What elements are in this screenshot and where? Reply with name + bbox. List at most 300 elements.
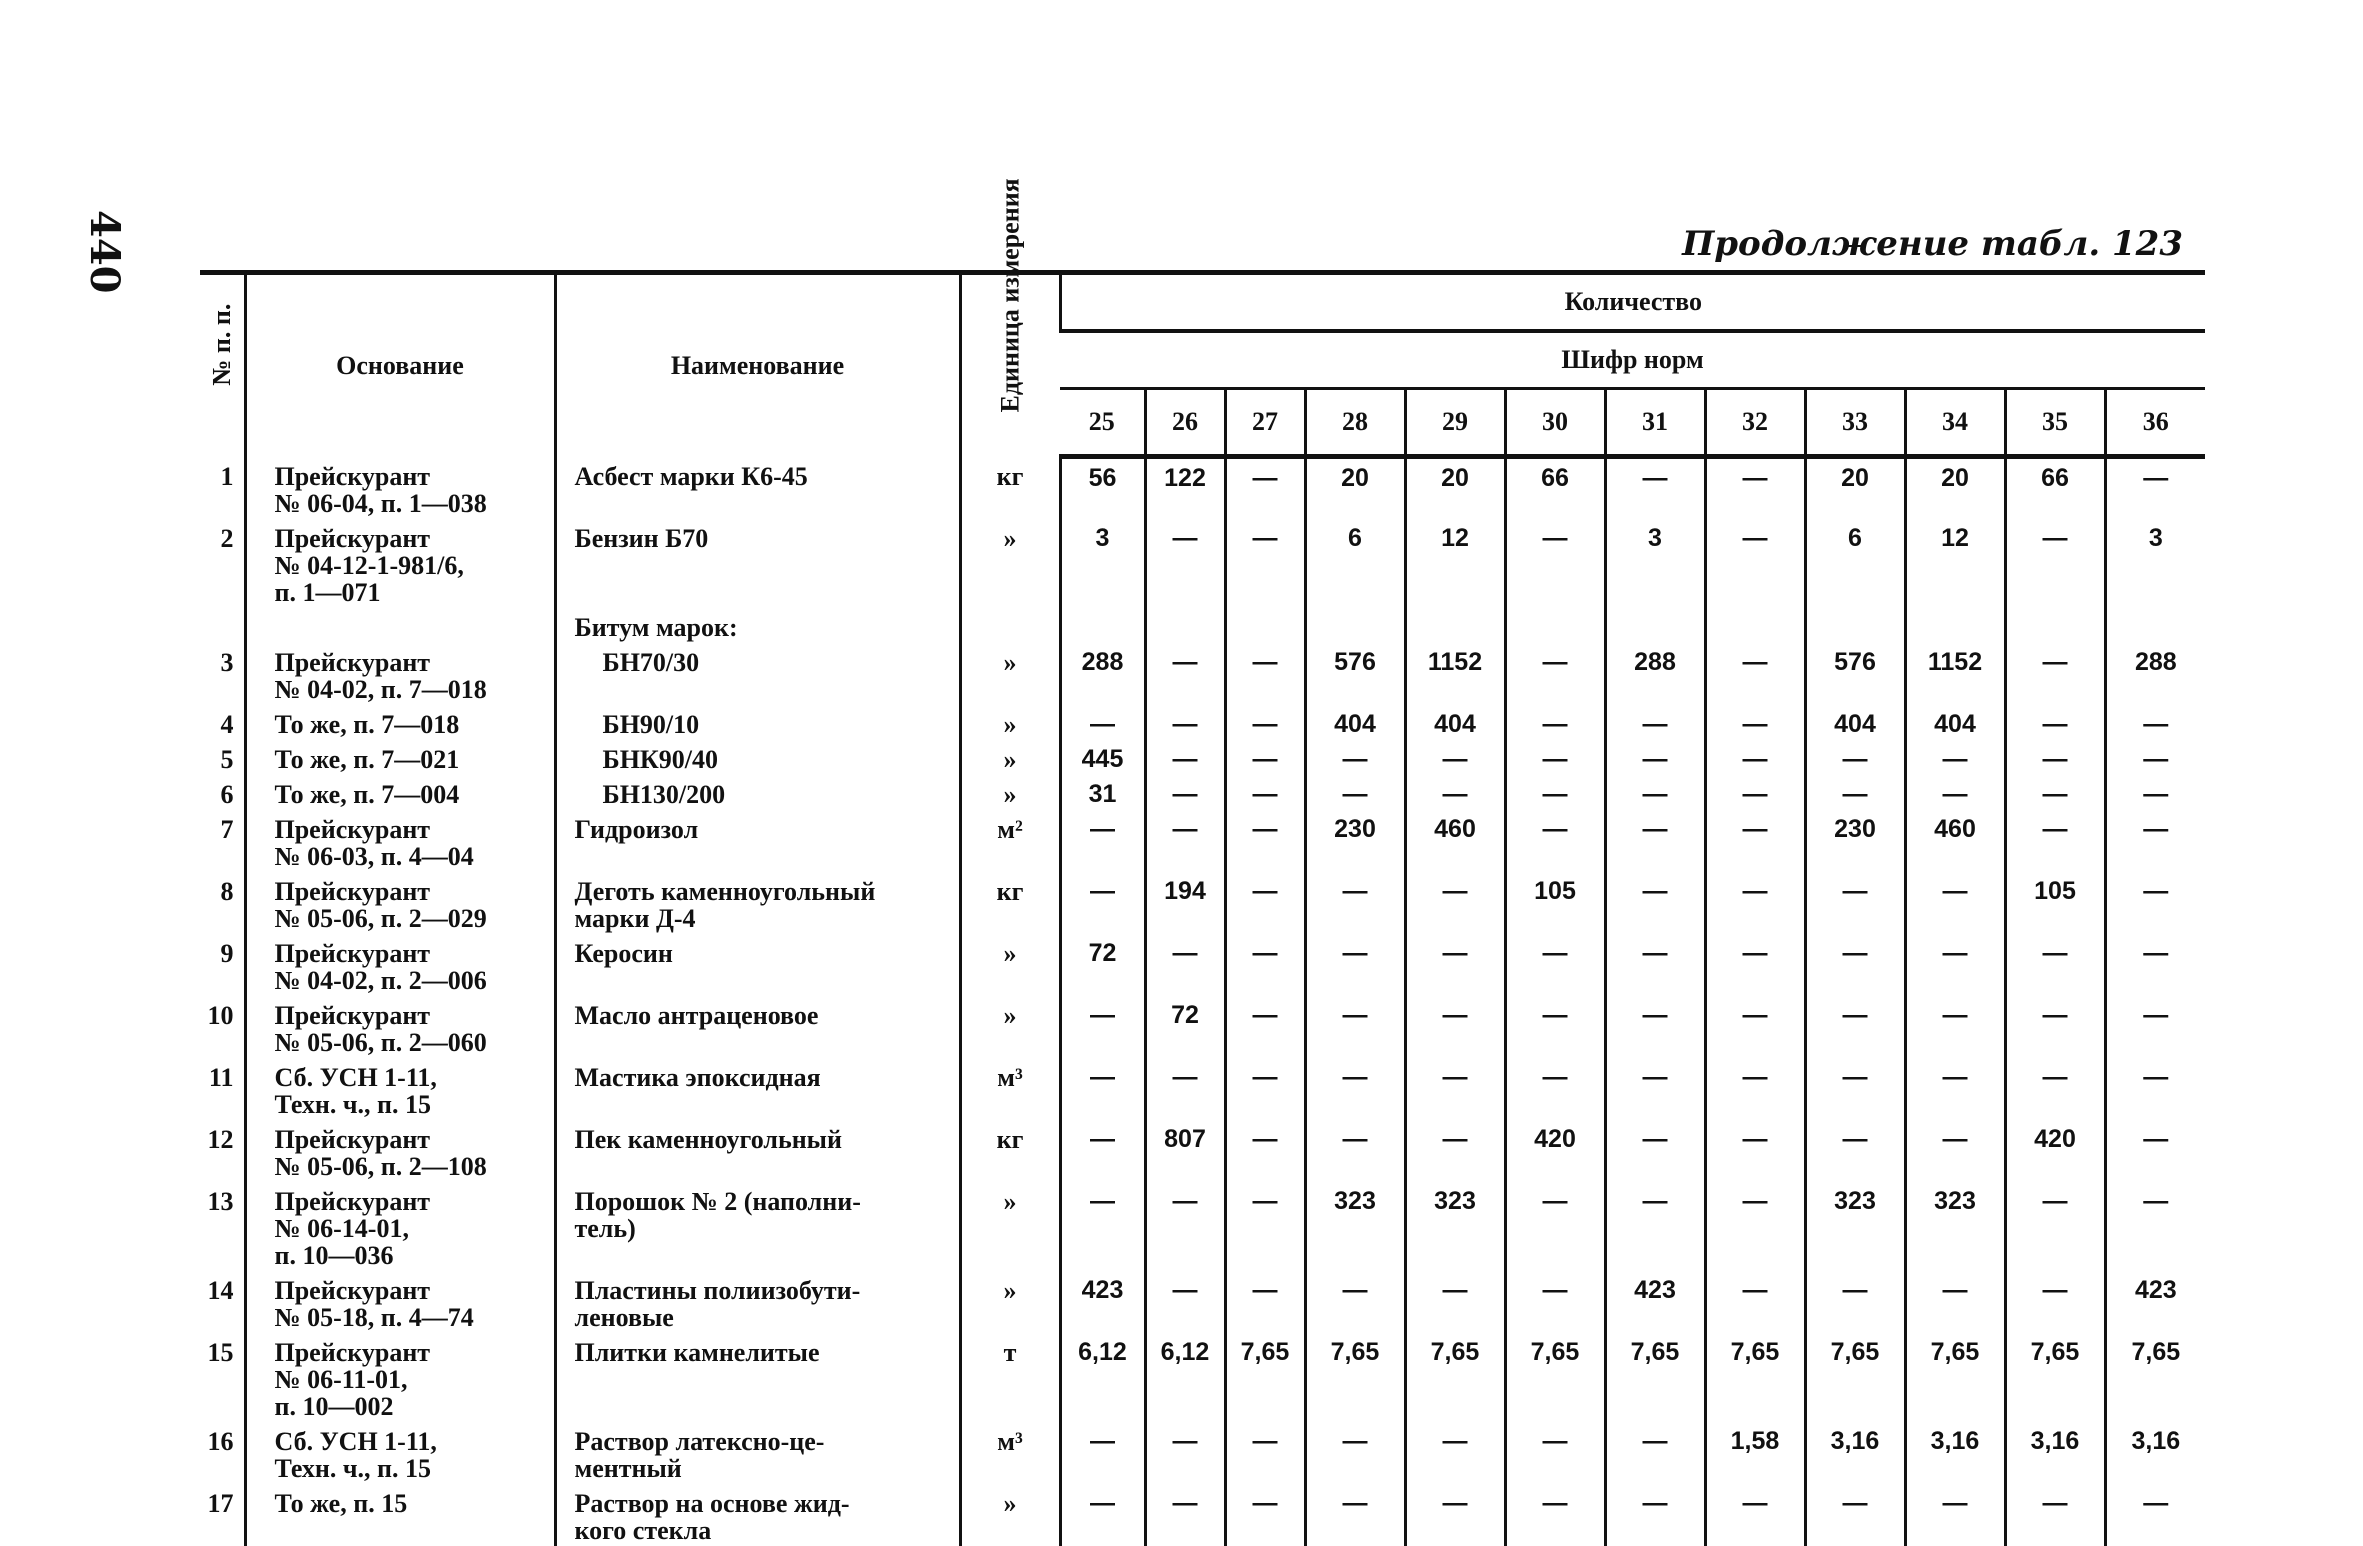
row-value-30: — <box>1505 1182 1605 1271</box>
row-value-36: — <box>2105 1182 2205 1271</box>
row-number: 12 <box>207 1124 234 1154</box>
row-value-35: — <box>2005 996 2105 1058</box>
header-num: № п. п. <box>200 273 245 457</box>
empty-cell <box>200 608 245 643</box>
row-value-31: — <box>1605 740 1705 775</box>
row-value-29: — <box>1405 1271 1505 1333</box>
header-code-29: 29 <box>1405 389 1505 457</box>
table-row <box>200 1333 2205 1422</box>
table-row <box>200 996 2205 1058</box>
row-value-32: — <box>1705 1484 1805 1546</box>
table-row <box>200 740 2205 775</box>
row-number: 16 <box>207 1426 234 1456</box>
row-value-35: — <box>2005 1271 2105 1333</box>
table-row <box>200 775 2205 810</box>
row-unit: т <box>960 1333 1060 1422</box>
row-value-28: 230 <box>1305 810 1405 872</box>
row-basis: Сб. УСН 1-11, Техн. ч., п. 15 <box>245 1058 555 1120</box>
row-value-28: — <box>1305 1422 1405 1484</box>
row-value-27: — <box>1225 1422 1305 1484</box>
row-value-25: — <box>1060 810 1145 872</box>
row-value-25: 445 <box>1060 740 1145 775</box>
row-value-35: — <box>2005 934 2105 996</box>
row-value-31: — <box>1605 1422 1705 1484</box>
row-value-32: — <box>1705 643 1805 705</box>
table-row <box>200 1182 2205 1271</box>
page-number: 440 <box>81 210 128 294</box>
row-value-29: — <box>1405 1120 1505 1182</box>
row-name: Деготь каменноугольный марки Д-4 <box>555 872 960 934</box>
row-value-27: — <box>1225 705 1305 740</box>
row-value-26: 807 <box>1145 1120 1225 1182</box>
table-row <box>200 705 2205 740</box>
row-value-35: 7,65 <box>2005 1333 2105 1422</box>
row-value-32: 7,65 <box>1705 1333 1805 1422</box>
row-value-35: 3,16 <box>2005 1422 2105 1484</box>
row-value-36: 288 <box>2105 643 2205 705</box>
row-value-28: — <box>1305 872 1405 934</box>
row-value-34: 20 <box>1905 457 2005 519</box>
row-value-34: — <box>1905 740 2005 775</box>
row-value-30: — <box>1505 934 1605 996</box>
row-value-32: — <box>1705 775 1805 810</box>
row-name: Пластины полиизобути- леновые <box>555 1271 960 1333</box>
empty-cell <box>245 608 555 643</box>
row-value-26: — <box>1145 934 1225 996</box>
row-value-30: — <box>1505 643 1605 705</box>
empty-cell <box>1405 608 1505 643</box>
row-basis: Прейскурант № 06-11-01, п. 10—002 <box>245 1333 555 1422</box>
row-name: Пек каменноугольный <box>555 1120 960 1182</box>
row-value-33: 230 <box>1805 810 1905 872</box>
row-value-30: — <box>1505 810 1605 872</box>
row-value-32: — <box>1705 1120 1805 1182</box>
row-unit: » <box>960 996 1060 1058</box>
row-value-31: — <box>1605 1120 1705 1182</box>
empty-cell <box>1305 608 1405 643</box>
row-value-27: — <box>1225 872 1305 934</box>
row-value-28: — <box>1305 1484 1405 1546</box>
row-value-32: — <box>1705 457 1805 519</box>
row-value-32: 1,58 <box>1705 1422 1805 1484</box>
row-value-35: — <box>2005 1182 2105 1271</box>
table-row <box>200 810 2205 872</box>
row-value-33: 6 <box>1805 519 1905 608</box>
row-value-31: 3 <box>1605 519 1705 608</box>
row-value-35: — <box>2005 705 2105 740</box>
row-number: 1 <box>220 461 234 491</box>
table-row <box>200 1058 2205 1120</box>
row-value-34: — <box>1905 934 2005 996</box>
row-value-27: — <box>1225 1120 1305 1182</box>
row-value-31: — <box>1605 872 1705 934</box>
row-value-33: 576 <box>1805 643 1905 705</box>
row-value-25: 6,12 <box>1060 1333 1145 1422</box>
empty-cell <box>1225 608 1305 643</box>
table-row <box>200 1120 2205 1182</box>
row-name: Бензин Б70 <box>555 519 960 608</box>
row-value-25: — <box>1060 1120 1145 1182</box>
group-row <box>200 608 2205 643</box>
row-value-34: 1152 <box>1905 643 2005 705</box>
empty-cell <box>1805 608 1905 643</box>
row-value-25: — <box>1060 1058 1145 1120</box>
empty-cell <box>1705 608 1805 643</box>
row-value-31: — <box>1605 810 1705 872</box>
empty-cell <box>960 608 1060 643</box>
row-value-35: — <box>2005 519 2105 608</box>
row-value-34: — <box>1905 996 2005 1058</box>
row-value-33: — <box>1805 1484 1905 1546</box>
row-value-32: — <box>1705 872 1805 934</box>
header-codes-label: Шифр норм <box>1060 331 2205 389</box>
row-value-26: — <box>1145 775 1225 810</box>
row-value-30: — <box>1505 996 1605 1058</box>
row-value-29: — <box>1405 740 1505 775</box>
row-value-35: 105 <box>2005 872 2105 934</box>
row-value-35: — <box>2005 810 2105 872</box>
row-name: Керосин <box>555 934 960 996</box>
row-value-34: 404 <box>1905 705 2005 740</box>
row-value-30: — <box>1505 1422 1605 1484</box>
row-value-28: — <box>1305 1120 1405 1182</box>
row-name: Асбест марки К6-45 <box>555 457 960 519</box>
row-value-33: 323 <box>1805 1182 1905 1271</box>
row-value-25: — <box>1060 996 1145 1058</box>
row-value-28: — <box>1305 1058 1405 1120</box>
row-value-32: — <box>1705 740 1805 775</box>
row-basis: Прейскурант № 06-03, п. 4—04 <box>245 810 555 872</box>
row-number: 4 <box>220 709 234 739</box>
row-value-25: 72 <box>1060 934 1145 996</box>
row-unit: м³ <box>960 1058 1060 1120</box>
header-code-30: 30 <box>1505 389 1605 457</box>
row-value-33: — <box>1805 740 1905 775</box>
row-value-30: — <box>1505 519 1605 608</box>
row-value-36: — <box>2105 1120 2205 1182</box>
row-value-29: 20 <box>1405 457 1505 519</box>
row-value-34: 460 <box>1905 810 2005 872</box>
row-value-29: 7,65 <box>1405 1333 1505 1422</box>
row-value-30: — <box>1505 775 1605 810</box>
table-caption: Продолжение табл. 123 <box>1682 224 2183 264</box>
row-value-25: 423 <box>1060 1271 1145 1333</box>
row-basis: Прейскурант № 06-04, п. 1—038 <box>245 457 555 519</box>
row-name: БН130/200 <box>555 775 960 810</box>
header-basis: Основание <box>245 273 555 457</box>
row-value-34: — <box>1905 1120 2005 1182</box>
row-unit: » <box>960 1484 1060 1546</box>
row-value-36: — <box>2105 810 2205 872</box>
row-value-34: — <box>1905 1484 2005 1546</box>
row-value-25: — <box>1060 872 1145 934</box>
row-unit: кг <box>960 872 1060 934</box>
row-value-25: — <box>1060 1484 1145 1546</box>
header-code-25: 25 <box>1060 389 1145 457</box>
row-value-29: — <box>1405 996 1505 1058</box>
row-value-31: — <box>1605 1058 1705 1120</box>
row-value-34: — <box>1905 775 2005 810</box>
row-value-28: 6 <box>1305 519 1405 608</box>
row-value-28: 576 <box>1305 643 1405 705</box>
row-number: 11 <box>208 1062 234 1092</box>
row-value-26: — <box>1145 1271 1225 1333</box>
row-name: Плитки камнелитые <box>555 1333 960 1422</box>
row-basis: То же, п. 7—004 <box>245 775 555 810</box>
row-value-30: — <box>1505 1484 1605 1546</box>
row-value-28: — <box>1305 934 1405 996</box>
group-label: Битум марок: <box>555 608 960 643</box>
row-name: Гидроизол <box>555 810 960 872</box>
row-value-34: — <box>1905 1271 2005 1333</box>
header-code-34: 34 <box>1905 389 2005 457</box>
row-value-27: — <box>1225 519 1305 608</box>
row-value-26: — <box>1145 519 1225 608</box>
row-value-36: — <box>2105 934 2205 996</box>
row-value-35: — <box>2005 1484 2105 1546</box>
row-value-29: — <box>1405 1422 1505 1484</box>
row-value-32: — <box>1705 519 1805 608</box>
row-value-25: 3 <box>1060 519 1145 608</box>
row-value-36: 423 <box>2105 1271 2205 1333</box>
row-value-29: — <box>1405 872 1505 934</box>
row-value-27: — <box>1225 775 1305 810</box>
row-value-36: — <box>2105 872 2205 934</box>
table-row <box>200 1484 2205 1546</box>
row-name: Масло антраценовое <box>555 996 960 1058</box>
header-code-28: 28 <box>1305 389 1405 457</box>
row-value-36: — <box>2105 1484 2205 1546</box>
row-value-33: — <box>1805 775 1905 810</box>
row-value-31: — <box>1605 996 1705 1058</box>
row-value-29: 323 <box>1405 1182 1505 1271</box>
row-value-25: — <box>1060 1182 1145 1271</box>
row-value-28: — <box>1305 1271 1405 1333</box>
empty-cell <box>2105 608 2205 643</box>
row-value-27: — <box>1225 1182 1305 1271</box>
row-value-30: — <box>1505 740 1605 775</box>
row-value-29: — <box>1405 934 1505 996</box>
row-value-26: 72 <box>1145 996 1225 1058</box>
row-value-33: 20 <box>1805 457 1905 519</box>
row-value-36: 7,65 <box>2105 1333 2205 1422</box>
row-value-30: — <box>1505 1271 1605 1333</box>
empty-cell <box>1145 608 1225 643</box>
row-unit: » <box>960 934 1060 996</box>
row-number: 14 <box>207 1275 234 1305</box>
row-value-35: — <box>2005 1058 2105 1120</box>
row-value-34: 12 <box>1905 519 2005 608</box>
row-basis: Прейскурант № 05-06, п. 2—029 <box>245 872 555 934</box>
row-value-26: 194 <box>1145 872 1225 934</box>
row-value-32: — <box>1705 810 1805 872</box>
row-value-26: — <box>1145 740 1225 775</box>
row-name: Раствор латексно-це- ментный <box>555 1422 960 1484</box>
row-value-26: 122 <box>1145 457 1225 519</box>
row-number: 15 <box>207 1337 234 1367</box>
row-value-29: 1152 <box>1405 643 1505 705</box>
row-value-36: — <box>2105 740 2205 775</box>
row-basis: Прейскурант № 04-02, п. 7—018 <box>245 643 555 705</box>
row-value-27: 7,65 <box>1225 1333 1305 1422</box>
empty-cell <box>1060 608 1145 643</box>
row-value-32: — <box>1705 1058 1805 1120</box>
row-unit: кг <box>960 457 1060 519</box>
table-row <box>200 872 2205 934</box>
row-value-30: 420 <box>1505 1120 1605 1182</box>
row-unit: » <box>960 1271 1060 1333</box>
row-value-33: 7,65 <box>1805 1333 1905 1422</box>
row-basis: То же, п. 7—021 <box>245 740 555 775</box>
row-value-25: 31 <box>1060 775 1145 810</box>
row-unit: » <box>960 643 1060 705</box>
row-basis: Прейскурант № 05-06, п. 2—060 <box>245 996 555 1058</box>
row-unit: » <box>960 1182 1060 1271</box>
header-unit: Единица измерения <box>960 273 1060 457</box>
row-value-34: 323 <box>1905 1182 2005 1271</box>
row-name: Мастика эпоксидная <box>555 1058 960 1120</box>
row-value-25: — <box>1060 1422 1145 1484</box>
row-number: 13 <box>207 1186 234 1216</box>
row-value-26: 6,12 <box>1145 1333 1225 1422</box>
row-value-27: — <box>1225 1271 1305 1333</box>
row-value-28: 7,65 <box>1305 1333 1405 1422</box>
row-basis: То же, п. 15 <box>245 1484 555 1546</box>
row-value-35: — <box>2005 740 2105 775</box>
header-code-36: 36 <box>2105 389 2205 457</box>
row-number: 5 <box>220 744 234 774</box>
row-basis: Прейскурант № 05-18, п. 4—74 <box>245 1271 555 1333</box>
row-value-31: 288 <box>1605 643 1705 705</box>
row-value-27: — <box>1225 1484 1305 1546</box>
row-value-35: — <box>2005 643 2105 705</box>
row-basis: То же, п. 7—018 <box>245 705 555 740</box>
row-value-26: — <box>1145 810 1225 872</box>
row-value-26: — <box>1145 1182 1225 1271</box>
row-value-30: — <box>1505 1058 1605 1120</box>
row-number: 8 <box>220 876 234 906</box>
row-value-30: 66 <box>1505 457 1605 519</box>
row-value-26: — <box>1145 705 1225 740</box>
row-unit: » <box>960 775 1060 810</box>
row-value-29: 404 <box>1405 705 1505 740</box>
row-unit: » <box>960 519 1060 608</box>
header-code-26: 26 <box>1145 389 1225 457</box>
row-value-31: — <box>1605 934 1705 996</box>
row-value-31: 7,65 <box>1605 1333 1705 1422</box>
row-value-26: — <box>1145 1484 1225 1546</box>
row-number: 2 <box>220 523 234 553</box>
row-value-28: 404 <box>1305 705 1405 740</box>
row-value-31: 423 <box>1605 1271 1705 1333</box>
row-value-29: 460 <box>1405 810 1505 872</box>
row-value-28: — <box>1305 775 1405 810</box>
row-value-27: — <box>1225 1058 1305 1120</box>
row-value-32: — <box>1705 934 1805 996</box>
row-name: Порошок № 2 (наполни- тель) <box>555 1182 960 1271</box>
table-row <box>200 1271 2205 1333</box>
row-value-34: — <box>1905 1058 2005 1120</box>
row-value-35: 66 <box>2005 457 2105 519</box>
row-value-34: — <box>1905 872 2005 934</box>
row-value-33: — <box>1805 872 1905 934</box>
row-value-31: — <box>1605 1182 1705 1271</box>
row-value-27: — <box>1225 934 1305 996</box>
row-basis: Прейскурант № 04-02, п. 2—006 <box>245 934 555 996</box>
row-value-30: — <box>1505 705 1605 740</box>
header-code-27: 27 <box>1225 389 1305 457</box>
row-value-32: — <box>1705 1271 1805 1333</box>
row-value-31: — <box>1605 457 1705 519</box>
header-code-31: 31 <box>1605 389 1705 457</box>
table-row <box>200 519 2205 608</box>
row-value-29: 12 <box>1405 519 1505 608</box>
row-value-28: 323 <box>1305 1182 1405 1271</box>
header-code-33: 33 <box>1805 389 1905 457</box>
row-value-33: 404 <box>1805 705 1905 740</box>
row-number: 7 <box>220 814 234 844</box>
row-value-25: 56 <box>1060 457 1145 519</box>
row-value-26: — <box>1145 1058 1225 1120</box>
header-code-32: 32 <box>1705 389 1805 457</box>
table-row <box>200 934 2205 996</box>
row-unit: м² <box>960 810 1060 872</box>
row-value-28: 20 <box>1305 457 1405 519</box>
row-value-36: 3,16 <box>2105 1422 2205 1484</box>
row-value-31: — <box>1605 1484 1705 1546</box>
header-code-35: 35 <box>2005 389 2105 457</box>
row-unit: » <box>960 740 1060 775</box>
table-row <box>200 643 2205 705</box>
row-value-36: — <box>2105 1058 2205 1120</box>
row-value-36: — <box>2105 705 2205 740</box>
row-value-36: 3 <box>2105 519 2205 608</box>
row-value-33: — <box>1805 1120 1905 1182</box>
row-value-25: — <box>1060 705 1145 740</box>
row-number: 10 <box>207 1000 234 1030</box>
row-value-34: 3,16 <box>1905 1422 2005 1484</box>
row-value-26: — <box>1145 1422 1225 1484</box>
table-row <box>200 457 2205 519</box>
row-value-27: — <box>1225 643 1305 705</box>
row-number: 17 <box>207 1488 234 1518</box>
row-value-35: 420 <box>2005 1120 2105 1182</box>
empty-cell <box>1605 608 1705 643</box>
row-value-33: — <box>1805 934 1905 996</box>
row-value-30: 7,65 <box>1505 1333 1605 1422</box>
row-value-36: — <box>2105 775 2205 810</box>
row-value-28: — <box>1305 996 1405 1058</box>
row-number: 9 <box>220 938 234 968</box>
row-value-32: — <box>1705 705 1805 740</box>
row-value-36: — <box>2105 457 2205 519</box>
row-value-32: — <box>1705 996 1805 1058</box>
row-number: 6 <box>220 779 234 809</box>
row-basis: Прейскурант № 04-12-1-981/6, п. 1—071 <box>245 519 555 608</box>
row-value-33: — <box>1805 1058 1905 1120</box>
row-value-27: — <box>1225 457 1305 519</box>
row-value-25: 288 <box>1060 643 1145 705</box>
row-value-34: 7,65 <box>1905 1333 2005 1422</box>
row-basis: Прейскурант № 05-06, п. 2—108 <box>245 1120 555 1182</box>
row-value-26: — <box>1145 643 1225 705</box>
row-value-30: 105 <box>1505 872 1605 934</box>
empty-cell <box>2005 608 2105 643</box>
row-value-29: — <box>1405 1484 1505 1546</box>
table-row <box>200 1422 2205 1484</box>
row-value-35: — <box>2005 775 2105 810</box>
row-basis: Сб. УСН 1-11, Техн. ч., п. 15 <box>245 1422 555 1484</box>
